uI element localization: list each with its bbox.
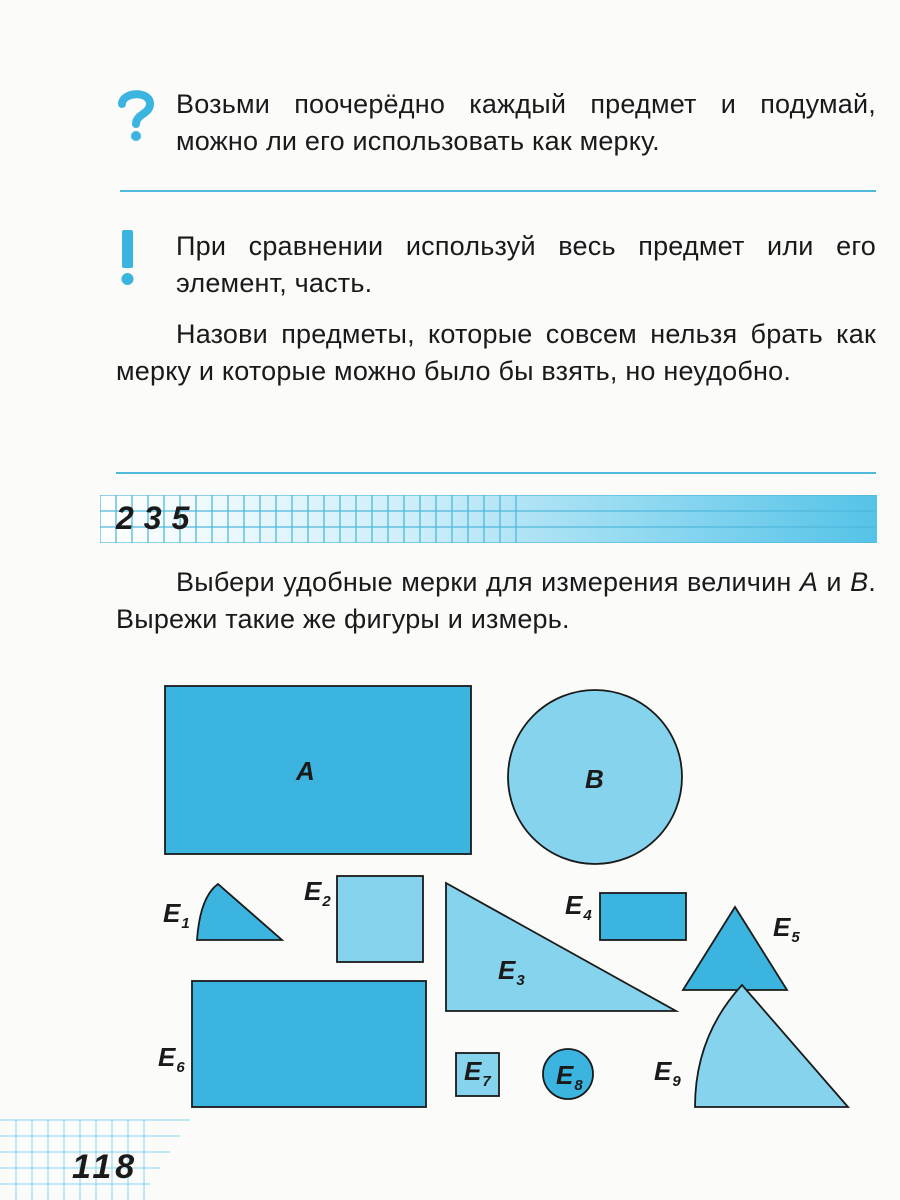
figure-e2-square (337, 876, 423, 962)
figure-e9-curved-triangle (695, 985, 848, 1107)
page-number: 118 (72, 1148, 139, 1186)
task-text-part2: . Вырежи такие же фигуры и измерь. (116, 567, 876, 634)
label-e2: $E_2$ (304, 876, 331, 910)
label-e6: $E_6$ (158, 1042, 185, 1076)
task-var-b: B (850, 567, 869, 597)
task-number: 235 (116, 500, 200, 536)
label-e7: $E_7$ (464, 1056, 491, 1090)
names-paragraph: Назови предметы, которые совсем нельзя брать как мерку и которые можно было бы взять, но неудобно. (116, 319, 876, 386)
figure-e4-rectangle (600, 893, 686, 940)
figure-e1-quarter-circle (197, 884, 282, 940)
label-e9: $E_9$ (654, 1056, 681, 1090)
note-paragraph: При сравнении используй весь предмет или его элемент, часть. (176, 231, 876, 298)
figure-e6-rectangle (192, 981, 426, 1107)
label-b: B (585, 764, 604, 794)
label-e5: $E_5$ (773, 912, 800, 946)
figure-e5-triangle (683, 907, 787, 990)
label-e1: $E_1$ (163, 898, 190, 932)
label-e4: $E_4$ (565, 890, 592, 924)
question-paragraph: Возьми поочерёдно каждый предмет и подумай, можно ли его использовать как мерку. (176, 89, 876, 156)
label-e8: $E_8$ (556, 1060, 583, 1094)
figure-a-rectangle (165, 686, 471, 854)
task-text-part1: Выбери удобные мерки для измерения величин (176, 567, 800, 597)
task-var-a: A (799, 567, 819, 597)
label-a: A (296, 756, 315, 786)
task-text-and: и (818, 567, 851, 597)
label-e3: $E_3$ (498, 955, 525, 989)
